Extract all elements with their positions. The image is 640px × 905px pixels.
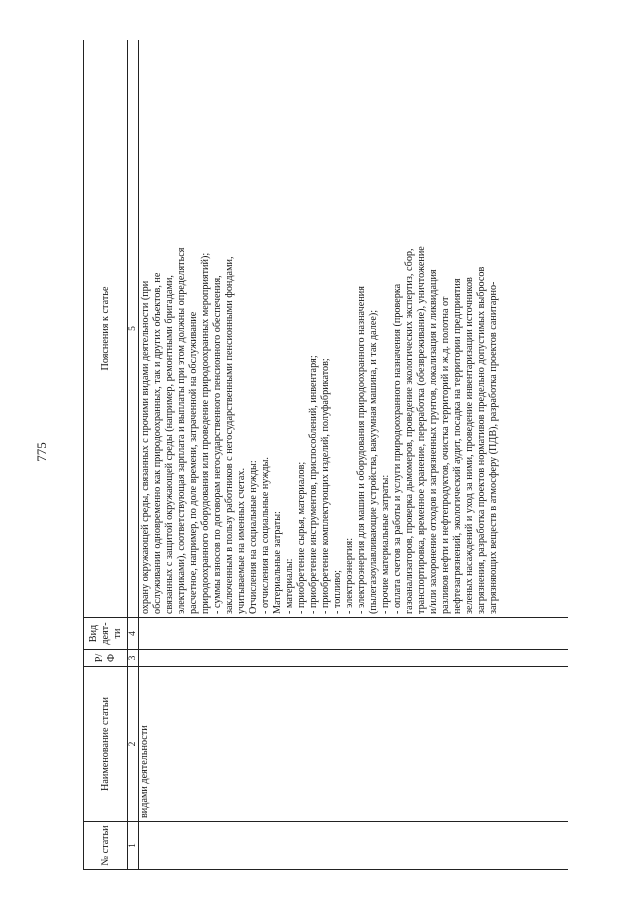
explanation-line: Материальные затраты:: [272, 511, 283, 614]
column-number: 5: [128, 40, 139, 618]
explanation-line: - приобретение сырья, материалов;: [296, 461, 307, 614]
column-number: 3: [128, 650, 139, 667]
table-row: [139, 40, 569, 870]
explanation-line: нефтезагрязнений, экологический аудит, посадка на территории предприятия: [452, 278, 463, 614]
expense-items-table: [83, 40, 568, 870]
page-number-text: 775: [34, 442, 49, 462]
column-number: 2: [128, 667, 139, 822]
page-number: [30, 434, 54, 470]
explanation-line: связанных с защитой окружающей среды (например, ремонтными бригадами,: [164, 275, 175, 614]
header-item-number: № статьи: [84, 822, 128, 870]
explanation-line: - топливо;: [332, 569, 343, 614]
explanation-line: расчетное, например, по доле времени, затраченной на обслуживание: [188, 311, 199, 614]
explanation-line: охрану окружающей среды, связанных с прочими видами деятельности (при: [140, 280, 151, 614]
explanation-line: - материалы:: [284, 558, 295, 614]
table-header-row: [84, 40, 128, 870]
explanation-line: зеленых насаждений и уход за ними, проведение инвентаризации источников: [464, 277, 475, 614]
explanation-line: заключенным в пользу работников с негосударственными пенсионными фондами,: [224, 256, 235, 614]
explanation-line: - электроэнергия:: [344, 537, 355, 614]
explanation-line: транспортировка, временное хранение, переработка (обезвреживание), уничтожение: [416, 246, 427, 614]
explanation-line: - прочие материальные затраты:: [380, 474, 391, 614]
header-explanation: Пояснения к статье: [84, 40, 128, 618]
explanation-line: учитываемые на именных счетах.: [236, 467, 247, 614]
activity-type-cell: [139, 618, 569, 650]
column-number-row: [128, 40, 139, 870]
item-number-cell: [139, 822, 569, 870]
explanation-line: - приобретение инструментов, приспособлений, инвентаря;: [308, 355, 319, 614]
explanation-line: - суммы взносов по договорам негосударственного пенсионного обеспечения,: [212, 275, 223, 614]
rotated-table-container: [83, 40, 568, 870]
explanation-line: обслуживании одновременно как природоохранных, так и других объектов, не: [152, 272, 163, 614]
explanation-line: электриками), соответствующая зарплата и выплаты при этом должны определяться: [176, 247, 187, 614]
explanation-line: - оплата счетов за работы и услуги природоохранного назначения (проверка: [392, 283, 403, 614]
header-plan-fact: Р/ Ф: [84, 650, 128, 667]
header-activity-type: Вид деят-ти: [84, 618, 128, 650]
explanation-line: (пылегазоулавливающие устройства, вакуумная машина, и так далее);: [368, 309, 379, 614]
item-name-cell: видами деятельности: [139, 667, 569, 822]
explanation-line: и/или захоронение отходов и загрязненных грунтов, локализация и ликвидация: [428, 269, 439, 614]
explanation-line: Отчисления на социальные нужды:: [248, 460, 259, 614]
plan-fact-cell: [139, 650, 569, 667]
explanation-line: загрязняющих веществ в атмосферу (ПДВ), разработка проектов санитарно-: [488, 281, 499, 614]
explanation-line: - приобретение комплектующих изделий, полуфабрикатов;: [320, 358, 331, 614]
explanation-line: природоохранного оборудования или проведение природоохранных мероприятий);: [200, 252, 211, 614]
header-item-name: Наименование статьи: [84, 667, 128, 822]
expense-items-table-wrapper: [83, 40, 568, 870]
explanation-line: - отчисления на социальные нужды.: [260, 457, 271, 614]
explanation-cell: [139, 40, 569, 618]
column-number: 4: [128, 618, 139, 650]
explanation-line: - электроэнергия для машин и оборудования природоохранного назначения: [356, 286, 367, 614]
explanation-line: загрязнения, разработка проектов нормативов предельно допустимых выбросов: [476, 266, 487, 614]
explanation-line: газоанализаторов, проверка дымомеров, проведение экологических экспертиз, сбор,: [404, 248, 415, 614]
column-number: 1: [128, 822, 139, 870]
explanation-line: разливов нефти и нефтепродуктов, очистка территорий и ж.д. полотна от: [440, 296, 451, 614]
